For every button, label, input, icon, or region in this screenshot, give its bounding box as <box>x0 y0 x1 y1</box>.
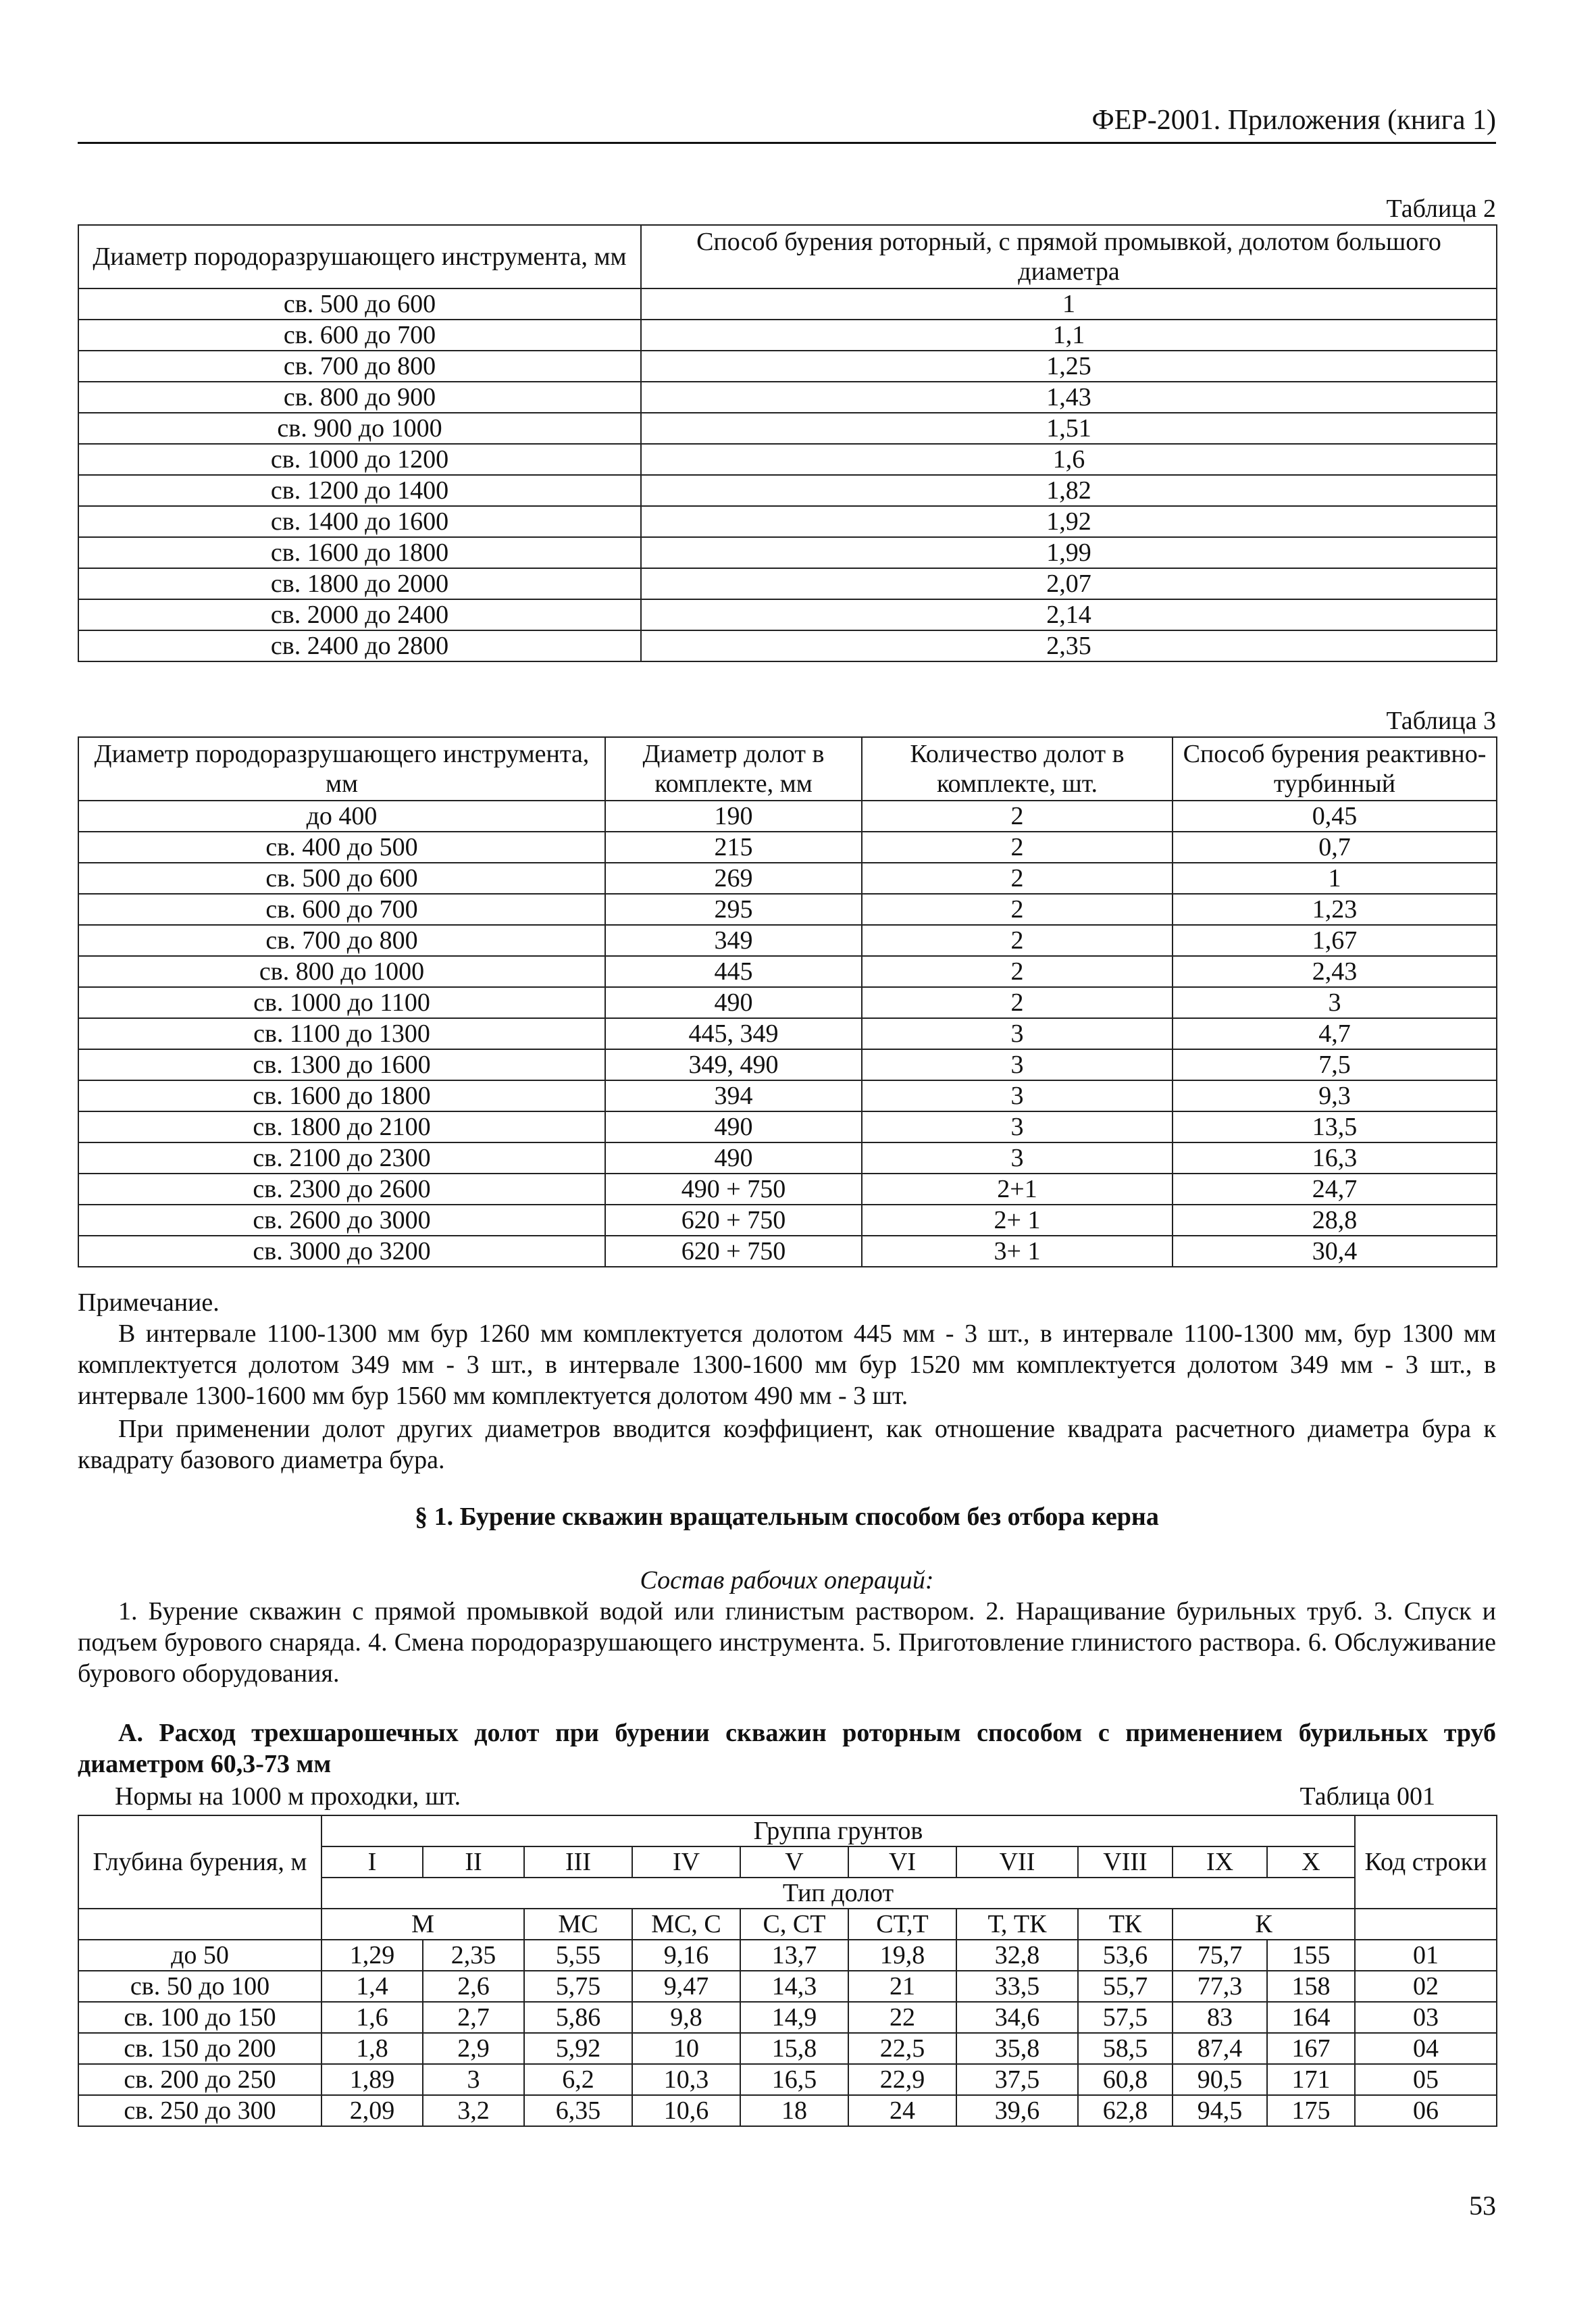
table-3-bit-count-cell: 2 <box>862 894 1173 925</box>
table-3-bit-count-cell: 2 <box>862 925 1173 956</box>
table-001-group-cell: II <box>423 1846 524 1878</box>
table-row <box>78 863 1497 894</box>
table-2-diameter-cell: св. 1800 до 2000 <box>78 568 641 599</box>
table-001-type-cell: С, СТ <box>740 1909 848 1940</box>
table-2-coefficient-cell: 1,82 <box>641 475 1497 506</box>
table-001-header-type: Тип долот <box>321 1878 1355 1909</box>
table-001-value-cell: 83 <box>1173 2002 1267 2033</box>
table-row <box>78 987 1497 1018</box>
table-001-value-cell: 77,3 <box>1173 1971 1267 2002</box>
table-3-bit-count-cell: 2+1 <box>862 1174 1173 1205</box>
table-001-type-cell: МС <box>524 1909 632 1940</box>
table-3-diameter-cell: св. 3000 до 3200 <box>78 1236 605 1267</box>
table-3-diameter-cell: св. 1600 до 1800 <box>78 1080 605 1111</box>
table-001-value-cell: 171 <box>1267 2064 1355 2095</box>
table-3 <box>78 736 1497 1267</box>
table-3-bit-count-cell: 2 <box>862 832 1173 863</box>
table-2-coefficient-cell: 1 <box>641 288 1497 320</box>
table-001-code-cell: 03 <box>1355 2002 1497 2033</box>
table-2-diameter-cell: св. 600 до 700 <box>78 320 641 351</box>
table-row <box>78 444 1497 475</box>
table-row <box>78 320 1497 351</box>
table-3-bit-diameter-cell: 490 <box>605 987 862 1018</box>
table-3-coefficient-cell: 3 <box>1173 987 1497 1018</box>
table-3-coefficient-cell: 30,4 <box>1173 1236 1497 1267</box>
table-3-bit-count-cell: 2 <box>862 863 1173 894</box>
table-3-bit-count-cell: 2 <box>862 987 1173 1018</box>
table-3-bit-diameter-cell: 190 <box>605 801 862 832</box>
table-001-value-cell: 175 <box>1267 2095 1355 2126</box>
table-001-header-depth: Глубина бурения, м <box>78 1815 321 1909</box>
table-001-value-cell: 14,3 <box>740 1971 848 2002</box>
table-2-diameter-cell: св. 2400 до 2800 <box>78 630 641 661</box>
table-2-coefficient-cell: 1,51 <box>641 413 1497 444</box>
table-3-bit-diameter-cell: 215 <box>605 832 862 863</box>
table-row <box>78 288 1497 320</box>
table-2 <box>78 224 1497 662</box>
table-row <box>78 506 1497 537</box>
table-001-value-cell: 1,4 <box>321 1971 423 2002</box>
table-3-coefficient-cell: 9,3 <box>1173 1080 1497 1111</box>
table-001-value-cell: 2,9 <box>423 2033 524 2064</box>
table-001-type-cell: К <box>1173 1909 1355 1940</box>
table-2-diameter-cell: св. 1000 до 1200 <box>78 444 641 475</box>
table-001-code-cell: 05 <box>1355 2064 1497 2095</box>
table-3-bit-count-cell: 2 <box>862 956 1173 987</box>
table-2-diameter-cell: св. 900 до 1000 <box>78 413 641 444</box>
note-paragraph-1: В интервале 1100-1300 мм бур 1260 мм комплектуется долотом 445 мм - 3 шт., в интервале 1100-1300 мм, бур 1300 мм комплектуется долотом 349 мм - 3 шт., в интервале 1300-1600 мм бур 1520 мм комплектуется долотом 349 мм - 3 шт., в интервале 1300-1600 мм бур 1560 мм комплектуется долотом 490 мм - 3 шт. <box>78 1319 1496 1410</box>
table-001-value-cell: 164 <box>1267 2002 1355 2033</box>
table-001-value-cell: 5,55 <box>524 1940 632 1971</box>
table-001-value-cell: 62,8 <box>1078 2095 1173 2126</box>
table-2-coefficient-cell: 1,25 <box>641 351 1497 382</box>
table-001-value-cell: 158 <box>1267 1971 1355 2002</box>
table-row <box>78 1142 1497 1174</box>
note-title: Примечание. <box>78 1288 220 1317</box>
table-2-coefficient-cell: 1,43 <box>641 382 1497 413</box>
table-001-value-cell: 24 <box>848 2095 956 2126</box>
table-row <box>78 894 1497 925</box>
table-001-value-cell: 14,9 <box>740 2002 848 2033</box>
table-001-group-cell: IX <box>1173 1846 1267 1878</box>
table-001-value-cell: 33,5 <box>956 1971 1078 2002</box>
table-001-group-cell: VI <box>848 1846 956 1878</box>
table-3-bit-diameter-cell: 490 + 750 <box>605 1174 862 1205</box>
table-row <box>78 413 1497 444</box>
table-001-value-cell: 94,5 <box>1173 2095 1267 2126</box>
table-001-type-cell: Т, ТК <box>956 1909 1078 1940</box>
table-001-value-cell: 10,3 <box>632 2064 740 2095</box>
table-2-coefficient-cell: 2,14 <box>641 599 1497 630</box>
table-2-coefficient-cell: 1,1 <box>641 320 1497 351</box>
table-2-diameter-cell: св. 500 до 600 <box>78 288 641 320</box>
table-001-value-cell: 1,29 <box>321 1940 423 1971</box>
table-2-header-diameter: Диаметр породоразрушающего инструмента, мм <box>78 225 641 288</box>
table-3-diameter-cell: до 400 <box>78 801 605 832</box>
table-001-value-cell: 22,9 <box>848 2064 956 2095</box>
table-001-group-cell: X <box>1267 1846 1355 1878</box>
table-001-depth-cell: св. 100 до 150 <box>78 2002 321 2033</box>
table-row <box>78 2095 1497 2126</box>
operations-title: Состав рабочих операций: <box>640 1566 934 1594</box>
table-001-value-cell: 22,5 <box>848 2033 956 2064</box>
table-row <box>78 475 1497 506</box>
table-row <box>78 351 1497 382</box>
table-3-coefficient-cell: 4,7 <box>1173 1018 1497 1049</box>
table-001-depth-cell: св. 50 до 100 <box>78 1971 321 2002</box>
table-row <box>78 1049 1497 1080</box>
table-001-depth-cell: св. 250 до 300 <box>78 2095 321 2126</box>
subsection-heading: А. Расход трехшарошечных долот при бурении скважин роторным способом с применением бурильных труб диаметром 60,3-73 мм <box>78 1719 1496 1778</box>
table-001-code-cell: 06 <box>1355 2095 1497 2126</box>
table-3-coefficient-cell: 13,5 <box>1173 1111 1497 1142</box>
table-3-bit-diameter-cell: 349, 490 <box>605 1049 862 1080</box>
table-3-coefficient-cell: 1 <box>1173 863 1497 894</box>
table-3-diameter-cell: св. 1300 до 1600 <box>78 1049 605 1080</box>
table-row <box>78 1080 1497 1111</box>
table-001-value-cell: 2,6 <box>423 1971 524 2002</box>
table-row <box>78 1111 1497 1142</box>
table-001-header-group: Группа грунтов <box>321 1815 1355 1846</box>
table-001-code-blank <box>1355 1909 1497 1940</box>
table-row <box>78 925 1497 956</box>
table-001-value-cell: 58,5 <box>1078 2033 1173 2064</box>
table-001-type-cell: СТ,Т <box>848 1909 956 1940</box>
table-3-header-bit-diameter: Диаметр долот в комплекте, мм <box>605 737 862 801</box>
table-3-diameter-cell: св. 1100 до 1300 <box>78 1018 605 1049</box>
table-001-value-cell: 2,09 <box>321 2095 423 2126</box>
table-001-code-cell: 04 <box>1355 2033 1497 2064</box>
table-3-header-bit-count: Количество долот в комплекте, шт. <box>862 737 1173 801</box>
table-2-diameter-cell: св. 1400 до 1600 <box>78 506 641 537</box>
table-001-value-cell: 35,8 <box>956 2033 1078 2064</box>
table-2-caption: Таблица 2 <box>1386 195 1496 223</box>
table-3-coefficient-cell: 7,5 <box>1173 1049 1497 1080</box>
section-heading: § 1. Бурение скважин вращательным способом без отбора керна <box>415 1503 1159 1531</box>
table-001-value-cell: 1,89 <box>321 2064 423 2095</box>
table-2-coefficient-cell: 1,6 <box>641 444 1497 475</box>
table-3-bit-diameter-cell: 349 <box>605 925 862 956</box>
table-2-diameter-cell: св. 800 до 900 <box>78 382 641 413</box>
table-001-value-cell: 6,2 <box>524 2064 632 2095</box>
table-2-header-method: Способ бурения роторный, с прямой промывкой, долотом большого диаметра <box>641 225 1497 288</box>
table-001-value-cell: 13,7 <box>740 1940 848 1971</box>
table-3-bit-count-cell: 3 <box>862 1080 1173 1111</box>
table-2-coefficient-cell: 1,92 <box>641 506 1497 537</box>
table-3-bit-count-cell: 2+ 1 <box>862 1205 1173 1236</box>
table-001-value-cell: 18 <box>740 2095 848 2126</box>
table-001-type-cell: МС, С <box>632 1909 740 1940</box>
table-2-diameter-cell: св. 700 до 800 <box>78 351 641 382</box>
table-3-bit-diameter-cell: 490 <box>605 1142 862 1174</box>
table-001-value-cell: 21 <box>848 1971 956 2002</box>
table-3-bit-diameter-cell: 269 <box>605 863 862 894</box>
table-row <box>78 537 1497 568</box>
table-3-bit-diameter-cell: 490 <box>605 1111 862 1142</box>
running-header: ФЕР-2001. Приложения (книга 1) <box>1091 105 1496 136</box>
table-001-value-cell: 55,7 <box>1078 1971 1173 2002</box>
table-001-group-cell: III <box>524 1846 632 1878</box>
table-001-value-cell: 34,6 <box>956 2002 1078 2033</box>
operations-text: 1. Бурение скважин с прямой промывкой водой или глинистым раствором. 2. Наращивание бурильных труб. 3. Спуск и подъем бурового снаряда. 4. Смена породоразрушающего инструмента. 5. Приготовление глинистого раствора. 6. Обслуживание бурового оборудования. <box>78 1597 1496 1688</box>
table-001-value-cell: 37,5 <box>956 2064 1078 2095</box>
table-row <box>78 630 1497 661</box>
table-001-group-cell: VIII <box>1078 1846 1173 1878</box>
table-3-diameter-cell: св. 800 до 1000 <box>78 956 605 987</box>
table-001-value-cell: 9,47 <box>632 1971 740 2002</box>
table-2-coefficient-cell: 1,99 <box>641 537 1497 568</box>
table-001-depth-cell: св. 200 до 250 <box>78 2064 321 2095</box>
table-001-group-cell: VII <box>956 1846 1078 1878</box>
table-3-diameter-cell: св. 700 до 800 <box>78 925 605 956</box>
table-001-group-cell: I <box>321 1846 423 1878</box>
table-001-value-cell: 1,6 <box>321 2002 423 2033</box>
table-3-diameter-cell: св. 600 до 700 <box>78 894 605 925</box>
table-3-coefficient-cell: 24,7 <box>1173 1174 1497 1205</box>
table-3-diameter-cell: св. 2100 до 2300 <box>78 1142 605 1174</box>
table-001-caption: Таблица 001 <box>1299 1782 1435 1811</box>
table-row <box>78 956 1497 987</box>
table-row <box>78 382 1497 413</box>
table-row <box>78 801 1497 832</box>
table-3-bit-count-cell: 3+ 1 <box>862 1236 1173 1267</box>
table-3-diameter-cell: св. 2600 до 3000 <box>78 1205 605 1236</box>
table-3-bit-diameter-cell: 620 + 750 <box>605 1236 862 1267</box>
note-paragraph-2: При применении долот других диаметров вводится коэффициент, как отношение квадрата расчетного диаметра бура к квадрату базового диаметра бура. <box>78 1415 1496 1474</box>
table-row <box>78 2002 1497 2033</box>
table-3-coefficient-cell: 0,45 <box>1173 801 1497 832</box>
table-3-bit-diameter-cell: 445, 349 <box>605 1018 862 1049</box>
table-001-value-cell: 5,86 <box>524 2002 632 2033</box>
table-row <box>78 1971 1497 2002</box>
table-001-value-cell: 3,2 <box>423 2095 524 2126</box>
table-3-bit-diameter-cell: 445 <box>605 956 862 987</box>
table-3-bit-count-cell: 2 <box>862 801 1173 832</box>
table-001-value-cell: 10 <box>632 2033 740 2064</box>
table-001-value-cell: 2,35 <box>423 1940 524 1971</box>
table-2-diameter-cell: св. 2000 до 2400 <box>78 599 641 630</box>
table-001-value-cell: 155 <box>1267 1940 1355 1971</box>
table-3-bit-count-cell: 3 <box>862 1018 1173 1049</box>
table-001-value-cell: 87,4 <box>1173 2033 1267 2064</box>
table-001-value-cell: 1,8 <box>321 2033 423 2064</box>
table-001-value-cell: 90,5 <box>1173 2064 1267 2095</box>
table-001-value-cell: 16,5 <box>740 2064 848 2095</box>
table-3-diameter-cell: св. 1000 до 1100 <box>78 987 605 1018</box>
table-3-bit-diameter-cell: 620 + 750 <box>605 1205 862 1236</box>
table-row <box>78 1018 1497 1049</box>
table-001-value-cell: 3 <box>423 2064 524 2095</box>
table-3-coefficient-cell: 2,43 <box>1173 956 1497 987</box>
table-3-bit-count-cell: 3 <box>862 1142 1173 1174</box>
table-row <box>78 599 1497 630</box>
table-3-coefficient-cell: 16,3 <box>1173 1142 1497 1174</box>
table-001-value-cell: 57,5 <box>1078 2002 1173 2033</box>
table-row <box>78 1205 1497 1236</box>
table-001-value-cell: 9,8 <box>632 2002 740 2033</box>
table-001-header-code: Код строки <box>1355 1815 1497 1909</box>
table-3-bit-count-cell: 3 <box>862 1111 1173 1142</box>
table-3-caption: Таблица 3 <box>1386 707 1496 735</box>
table-3-header-diameter: Диаметр породоразрушающего инструмента, мм <box>78 737 605 801</box>
page-number: 53 <box>1469 2190 1496 2221</box>
table-row <box>78 2033 1497 2064</box>
table-001-type-cell: М <box>321 1909 524 1940</box>
table-3-diameter-cell: св. 1800 до 2100 <box>78 1111 605 1142</box>
table-row <box>78 1940 1497 1971</box>
table-001-value-cell: 167 <box>1267 2033 1355 2064</box>
table-001-value-cell: 60,8 <box>1078 2064 1173 2095</box>
table-2-diameter-cell: св. 1600 до 1800 <box>78 537 641 568</box>
table-001-code-cell: 01 <box>1355 1940 1497 1971</box>
table-3-bit-diameter-cell: 394 <box>605 1080 862 1111</box>
table-001-value-cell: 53,6 <box>1078 1940 1173 1971</box>
table-001-value-cell: 2,7 <box>423 2002 524 2033</box>
table-2-coefficient-cell: 2,07 <box>641 568 1497 599</box>
header-rule <box>78 142 1496 144</box>
table-3-bit-diameter-cell: 295 <box>605 894 862 925</box>
table-3-header-method: Способ бурения реактивно-турбинный <box>1173 737 1497 801</box>
table-row <box>78 1174 1497 1205</box>
table-row <box>78 832 1497 863</box>
table-2-coefficient-cell: 2,35 <box>641 630 1497 661</box>
table-3-bit-count-cell: 3 <box>862 1049 1173 1080</box>
table-row <box>78 1236 1497 1267</box>
table-001-value-cell: 75,7 <box>1173 1940 1267 1971</box>
table-001-value-cell: 5,92 <box>524 2033 632 2064</box>
table-001-code-cell: 02 <box>1355 1971 1497 2002</box>
table-3-diameter-cell: св. 2300 до 2600 <box>78 1174 605 1205</box>
table-001-depth-blank <box>78 1909 321 1940</box>
table-row <box>78 2064 1497 2095</box>
table-001-value-cell: 32,8 <box>956 1940 1078 1971</box>
table-001-value-cell: 15,8 <box>740 2033 848 2064</box>
table-3-diameter-cell: св. 500 до 600 <box>78 863 605 894</box>
table-001-value-cell: 39,6 <box>956 2095 1078 2126</box>
table-001-value-cell: 22 <box>848 2002 956 2033</box>
table-001-value-cell: 6,35 <box>524 2095 632 2126</box>
table-001-type-cell: ТК <box>1078 1909 1173 1940</box>
norms-label: Нормы на 1000 м проходки, шт. <box>115 1782 461 1811</box>
table-3-diameter-cell: св. 400 до 500 <box>78 832 605 863</box>
table-2-diameter-cell: св. 1200 до 1400 <box>78 475 641 506</box>
table-row <box>78 568 1497 599</box>
table-001-group-cell: V <box>740 1846 848 1878</box>
table-001-depth-cell: до 50 <box>78 1940 321 1971</box>
table-001-depth-cell: св. 150 до 200 <box>78 2033 321 2064</box>
table-001-value-cell: 5,75 <box>524 1971 632 2002</box>
table-001-value-cell: 19,8 <box>848 1940 956 1971</box>
table-3-coefficient-cell: 1,23 <box>1173 894 1497 925</box>
table-001-group-cell: IV <box>632 1846 740 1878</box>
table-3-coefficient-cell: 0,7 <box>1173 832 1497 863</box>
table-3-coefficient-cell: 28,8 <box>1173 1205 1497 1236</box>
table-001 <box>78 1815 1497 2127</box>
table-001-value-cell: 9,16 <box>632 1940 740 1971</box>
table-3-coefficient-cell: 1,67 <box>1173 925 1497 956</box>
table-001-value-cell: 10,6 <box>632 2095 740 2126</box>
